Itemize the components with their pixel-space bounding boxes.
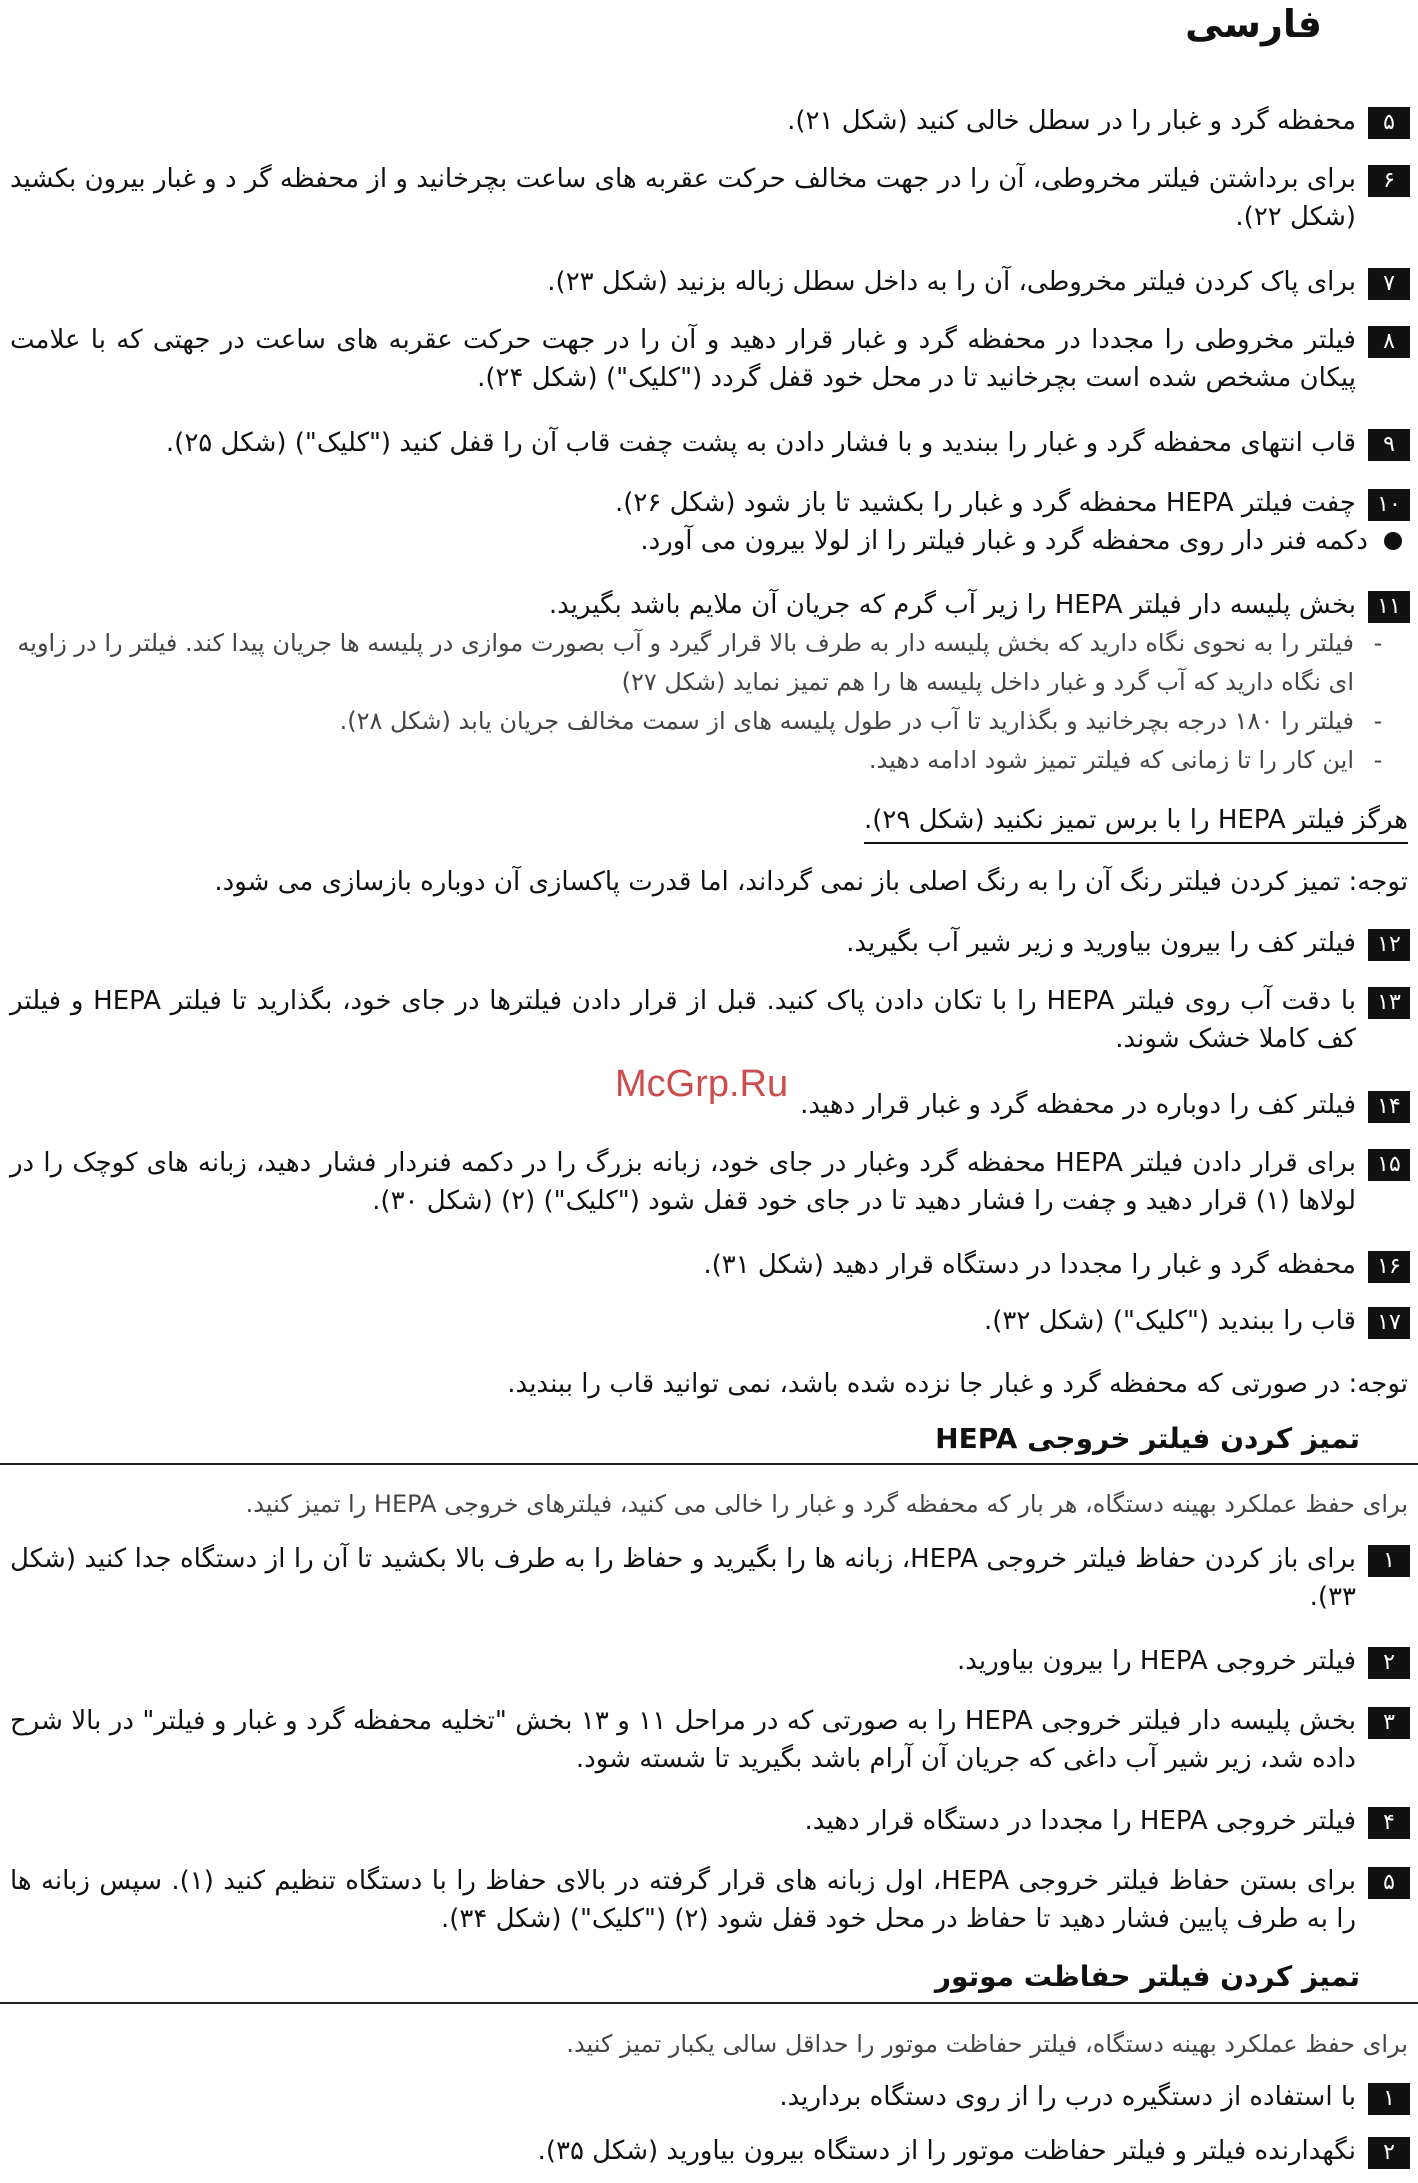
step-number: ۳ [1368,1707,1410,1739]
motor-step-1 [10,2078,1410,2116]
step-number: ۱۱ [1368,591,1410,623]
step-13 [10,982,1410,1058]
list-item-text: این کار را تا زمانی که فیلتر تمیز شود ادامه دهید. [868,746,1354,774]
note-1: توجه: تمیز کردن فیلتر رنگ آن را به رنگ اصلی باز نمی گرداند، اما قدرت پاکسازی آن دوباره بازسازی می شود. [214,867,1408,897]
step-11-dash-list [10,624,1390,780]
step-text: قاب را ببندید ("کلیک") (شکل ۳۲). [983,1306,1356,1336]
exhaust-step-2 [10,1642,1410,1680]
step-11 [10,586,1410,624]
exhaust-step-4 [10,1802,1410,1840]
step-16 [10,1246,1410,1284]
step-number: ۱ [1368,1545,1410,1577]
step-text: فیلتر مخروطی را مجددا در محفظه گرد و غبار قرار دهید و آن را در جهت حرکت عقربه های ساعت در جهتی که با علامت پیکان مشخص شده است بچرخانید تا در محل خود قفل گردد ("کلیک") (شکل ۲۴). [10,325,1356,393]
step-12 [10,924,1410,962]
step-text: فیلتر کف را دوباره در محفظه گرد و غبار قرار دهید. [800,1090,1356,1120]
step-number: ۱۶ [1368,1251,1410,1283]
list-item [10,741,1390,780]
section-intro: برای حفظ عملکرد بهینه دستگاه، هر بار که محفظه گرد و غبار را خالی می کنید، فیلترهای خروجی HEPA را تمیز کنید. [245,1490,1408,1518]
step-10 [10,484,1410,522]
step-6 [10,160,1410,236]
step-number: ۱۲ [1368,929,1410,961]
step-number: ۵ [1368,107,1410,139]
exhaust-step-3 [10,1702,1410,1778]
section-title-motor-filter: تمیز کردن فیلتر حفاظت موتور [934,1960,1360,1993]
step-5 [10,102,1410,140]
step-number: ۷ [1368,268,1410,300]
step-text: فیلتر کف را بیرون بیاورید و زیر شیر آب بگیرید. [846,928,1356,958]
dash-icon: - [1373,629,1383,657]
exhaust-step-5 [10,1862,1410,1938]
list-item-text: فیلتر را ۱۸۰ درجه بچرخانید و بگذارید تا آب در طول پلیسه های از سمت مخالف جریان یابد (شکل ۲۸). [339,707,1354,735]
motor-step-2 [10,2132,1410,2170]
step-number: ۱۷ [1368,1307,1410,1339]
step-text: برای قرار دادن فیلتر HEPA محفظه گرد وغبار در جای خود، زبانه بزرگ را در دکمه فنردار فشار دهید، زبانه های کوچک را در لولاها (۱) قرار دهید و چفت را فشار دهید تا در جای خود قفل شود ("کلیک") (۲) (شکل ۳۰). [10,1148,1356,1216]
watermark: McGrp.Ru [615,1063,789,1105]
step-number: ۱۴ [1368,1091,1410,1123]
step-text: برای بستن حفاظ فیلتر خروجی HEPA، اول زبانه های قرار گرفته در بالای حفاظ را با دستگاه تنظیم کنید (۱). سپس زبانه ها را به طرف پایین فشار دهید تا حفاظ در محل خود قفل شود (۲) ("کلیک") (شکل ۳۴). [10,1866,1357,1934]
dash-icon: - [1373,707,1383,735]
step-number: ۱۵ [1368,1149,1410,1181]
step-text: با دقت آب روی فیلتر HEPA را با تکان دادن پاک کنید. قبل از قرار دادن فیلترها در جای خود، بگذارید تا فیلتر HEPA و فیلتر کف کاملا خشک شوند. [10,986,1356,1054]
language-title: فارسی [1185,2,1322,46]
dash-icon: - [1373,746,1383,774]
step-number: ۱۳ [1368,987,1410,1019]
step-17 [10,1302,1410,1340]
step-text: برای پاک کردن فیلتر مخروطی، آن را به داخل سطل زباله بزنید (شکل ۲۳). [547,267,1356,297]
step-text: محفظه گرد و غبار را مجددا در دستگاه قرار دهید (شکل ۳۱). [703,1250,1356,1280]
list-item [10,624,1390,702]
section-intro: برای حفظ عملکرد بهینه دستگاه، فیلتر حفاظت موتور را حداقل سالی یکبار تمیز کنید. [566,2030,1408,2058]
section-divider [0,2002,1418,2004]
step-number: ۶ [1368,165,1410,197]
section-title-exhaust-filter: تمیز کردن فیلتر خروجی HEPA [935,1422,1360,1455]
step-text: محفظه گرد و غبار را در سطل خالی کنید (شکل ۲۱). [787,106,1356,136]
step-number: ۸ [1368,326,1410,358]
step-number: ۱۰ [1368,489,1410,521]
step-text: بخش پلیسه دار فیلتر HEPA را زیر آب گرم که جریان آن ملایم باشد بگیرید. [548,590,1356,620]
list-item [10,702,1390,741]
bullet-dot-icon [1384,532,1402,550]
step-text: چفت فیلتر HEPA محفظه گرد و غبار را بکشید تا باز شود (شکل ۲۶). [614,488,1356,518]
step-7 [10,263,1410,301]
step-text: قاب انتهای محفظه گرد و غبار را ببندید و با فشار دادن به پشت چفت قاب آن را قفل کنید ("کلیک") (شکل ۲۵). [165,428,1356,458]
step-15 [10,1144,1410,1220]
step-text: فیلتر خروجی HEPA را بیرون بیاورید. [956,1646,1356,1676]
step-text: برای باز کردن حفاظ فیلتر خروجی HEPA، زبانه ها را بگیرید و حفاظ را به طرف بالا بکشید تا آن را از دستگاه جدا کنید (شکل ۳۳). [10,1544,1356,1612]
step-text: با استفاده از دستگیره درب را از روی دستگاه بردارید. [779,2082,1356,2112]
step-8 [10,321,1410,397]
bullet-text: دکمه فنر دار روی محفظه گرد و غبار فیلتر را از لولا بیرون می آورد. [640,526,1368,556]
list-item-text: فیلتر را به نحوی نگاه دارید که بخش پلیسه دار به طرف بالا قرار گیرد و آب بصورت موازی در پلیسه ها جریان پیدا کند. فیلتر را در زاویه ای نگاه دارید که آب گرد و غبار داخل پلیسه ها را هم تمیز نماید (شکل ۲۷) [17,629,1354,696]
step-number: ۴ [1368,1807,1410,1839]
note-2: توجه: در صورتی که محفظه گرد و غبار جا نزده شده باشد، نمی توانید قاب را ببندید. [507,1369,1408,1399]
exhaust-step-1 [10,1540,1410,1616]
step-number: ۲ [1368,1647,1410,1679]
step-10-bullet [10,522,1402,560]
step-number: ۵ [1368,1867,1410,1899]
step-number: ۲ [1368,2137,1410,2169]
step-text: بخش پلیسه دار فیلتر خروجی HEPA را به صورتی که در مراحل ۱۱ و ۱۳ بخش "تخلیه محفظه گرد و غبار و فیلتر" در بالا شرح داده شد، زیر شیر آب داغی که جریان آن آرام باشد بگیرید تا شسته شود. [10,1706,1356,1774]
warning-line [8,800,1408,844]
step-text: برای برداشتن فیلتر مخروطی، آن را در جهت مخالف حرکت عقربه های ساعت بچرخانید و از محفظه گر د و غبار بیرون بکشید (شکل ۲۲). [10,164,1356,232]
warning-text: هرگز فیلتر HEPA را با برس تمیز نکنید (شکل ۲۹). [864,800,1408,844]
step-text: نگهدارنده فیلتر و فیلتر حفاظت موتور را از دستگاه بیرون بیاورید (شکل ۳۵). [537,2136,1356,2166]
step-9 [10,424,1410,462]
step-text: فیلتر خروجی HEPA را مجددا در دستگاه قرار دهید. [804,1806,1356,1836]
section-divider [0,1463,1418,1465]
step-number: ۹ [1368,429,1410,461]
step-number: ۱ [1368,2083,1410,2115]
